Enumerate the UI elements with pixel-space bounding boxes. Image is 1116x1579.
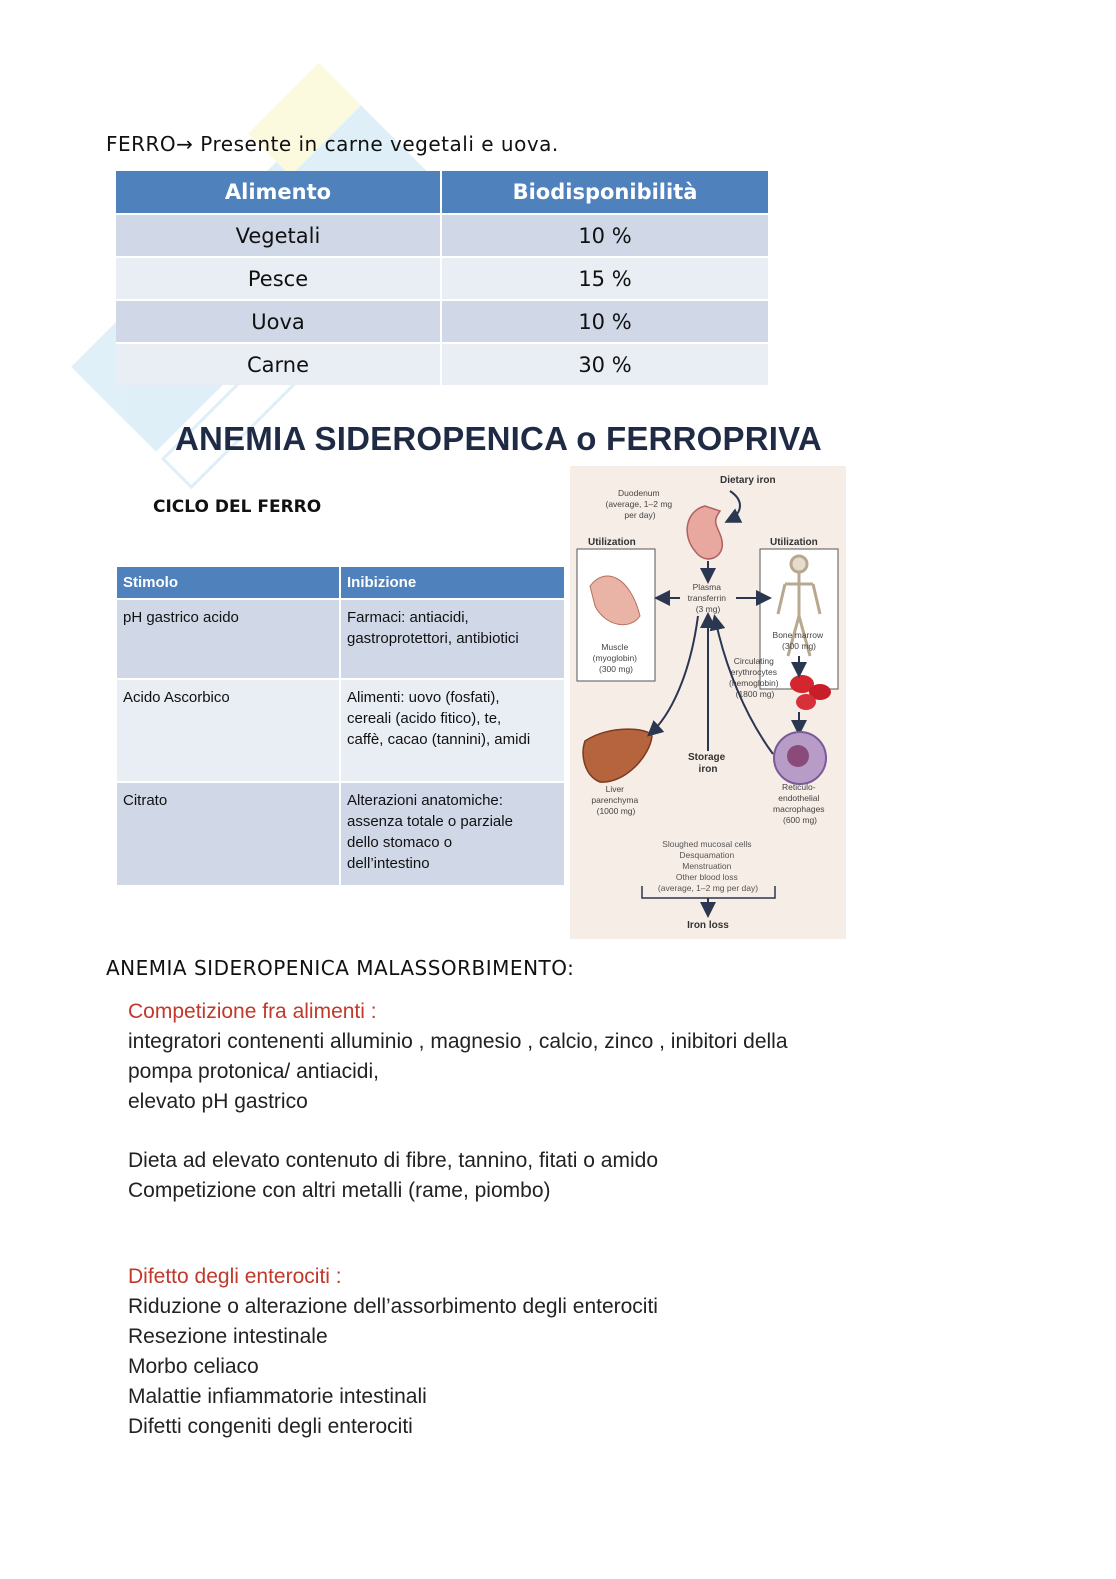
table-row bbox=[116, 342, 768, 385]
inibizione-line: caffè, cacao (tannini), amidi bbox=[347, 731, 531, 748]
duodenum-label: Duodenum (average, 1–2 mg per day) bbox=[605, 488, 673, 520]
stimulus-inhibition-table bbox=[117, 567, 564, 885]
list-item: Resezione intestinale bbox=[128, 1325, 328, 1348]
list-item: integratori contenenti alluminio , magnesio , calcio, zinco , inibitori della bbox=[128, 1030, 788, 1053]
inibizione-line: Alimenti: uovo (fosfati), bbox=[347, 689, 500, 706]
list-item: Dieta ad elevato contenuto di fibre, tannino, fitati o amido bbox=[128, 1149, 659, 1172]
list-item: Riduzione o alterazione dell’assorbimento degli enterociti bbox=[128, 1295, 658, 1318]
inibizione-line: Farmaci: antiacidi, bbox=[347, 609, 469, 626]
inibizione-cell bbox=[341, 598, 564, 678]
stimolo-cell: Citrato bbox=[117, 781, 341, 885]
dietary-iron-label: Dietary iron bbox=[720, 475, 776, 486]
header-alimento: Alimento bbox=[116, 171, 442, 213]
food-cell: Carne bbox=[116, 342, 442, 385]
enterocytes-block bbox=[128, 1262, 658, 1442]
storage-label: Storage iron bbox=[687, 752, 726, 775]
inibizione-cell bbox=[341, 678, 564, 781]
iron-loss-label: Iron loss bbox=[687, 920, 729, 931]
utilization-left-label: Utilization bbox=[588, 537, 636, 548]
inibizione-line: assenza totale o parziale bbox=[347, 813, 513, 830]
table-row bbox=[117, 678, 564, 781]
inibizione-line: cereali (acido fitico), te, bbox=[347, 710, 502, 727]
list-item: Competizione con altri metalli (rame, piombo) bbox=[128, 1179, 551, 1202]
value-cell: 10 % bbox=[442, 213, 768, 256]
table-row bbox=[116, 213, 768, 256]
liver-icon bbox=[583, 729, 652, 782]
food-cell: Vegetali bbox=[116, 213, 442, 256]
competition-heading: Competizione fra alimenti : bbox=[128, 1000, 377, 1023]
table-row bbox=[116, 299, 768, 342]
header-biodisponibilita: Biodisponibilità bbox=[442, 171, 768, 213]
dietary-arrow bbox=[728, 491, 740, 521]
value-cell: 15 % bbox=[442, 256, 768, 299]
table-row bbox=[117, 598, 564, 678]
inibizione-line: dello stomaco o bbox=[347, 834, 453, 851]
malabsorption-title: ANEMIA SIDEROPENICA MALASSORBIMENTO: bbox=[106, 956, 575, 980]
iron-cycle-diagram bbox=[570, 466, 846, 939]
stomach-icon bbox=[687, 506, 722, 559]
list-item: pompa protonica/ antiacidi, bbox=[128, 1060, 379, 1083]
diet-block bbox=[128, 1146, 658, 1206]
value-cell: 30 % bbox=[442, 342, 768, 385]
iron-cycle-svg bbox=[570, 466, 846, 939]
intro-text: FERRO→ Presente in carne vegetali e uova. bbox=[106, 132, 559, 156]
utilization-right-label: Utilization bbox=[770, 537, 818, 548]
table-row bbox=[116, 256, 768, 299]
competition-block bbox=[128, 997, 788, 1117]
inibizione-line: dell’intestino bbox=[347, 855, 430, 872]
bioavailability-table bbox=[116, 171, 768, 385]
table-row bbox=[117, 781, 564, 885]
muscle-label: Muscle (myoglobin) (300 mg) bbox=[592, 642, 638, 674]
food-cell: Uova bbox=[116, 299, 442, 342]
cycle-label: CICLO DEL FERRO bbox=[153, 497, 322, 517]
header-stimolo: Stimolo bbox=[117, 567, 341, 598]
header-inibizione: Inibizione bbox=[341, 567, 564, 598]
loss-sources-label: Sloughed mucosal cells Desquamation Menstruation Other blood loss (average, 1–2 mg per day) bbox=[657, 839, 759, 893]
arrow-to-liver bbox=[650, 616, 698, 734]
circulating-label: Circulating erythrocytes (hemoglobin) (1800 mg) bbox=[729, 656, 779, 699]
list-item: Morbo celiaco bbox=[128, 1355, 259, 1378]
bone-marrow-label: Bone marrow (300 mg) bbox=[772, 630, 824, 651]
inibizione-line: Alterazioni anatomiche: bbox=[347, 792, 503, 809]
list-item: Difetti congeniti degli enterociti bbox=[128, 1415, 413, 1438]
list-item: elevato pH gastrico bbox=[128, 1090, 308, 1113]
section-title: ANEMIA SIDEROPENICA o FERROPRIVA bbox=[175, 420, 822, 457]
table-header-row bbox=[117, 567, 564, 598]
macrophage-nucleus bbox=[787, 745, 809, 767]
plasma-label: Plasma transferrin (3 mg) bbox=[687, 582, 726, 614]
enterocytes-heading: Difetto degli enterociti : bbox=[128, 1265, 342, 1288]
stimolo-cell: pH gastrico acido bbox=[117, 598, 341, 678]
list-item: Malattie infiammatorie intestinali bbox=[128, 1385, 427, 1408]
reticulo-label: Reticulo- endothelial macrophages (600 mg) bbox=[773, 782, 825, 825]
liver-label: Liver parenchyma (1000 mg) bbox=[591, 784, 639, 816]
stimolo-cell: Acido Ascorbico bbox=[117, 678, 341, 781]
inibizione-line: gastroprotettori, antibiotici bbox=[347, 630, 519, 647]
value-cell: 10 % bbox=[442, 299, 768, 342]
food-cell: Pesce bbox=[116, 256, 442, 299]
table-header-row bbox=[116, 171, 768, 213]
inibizione-cell bbox=[341, 781, 564, 885]
